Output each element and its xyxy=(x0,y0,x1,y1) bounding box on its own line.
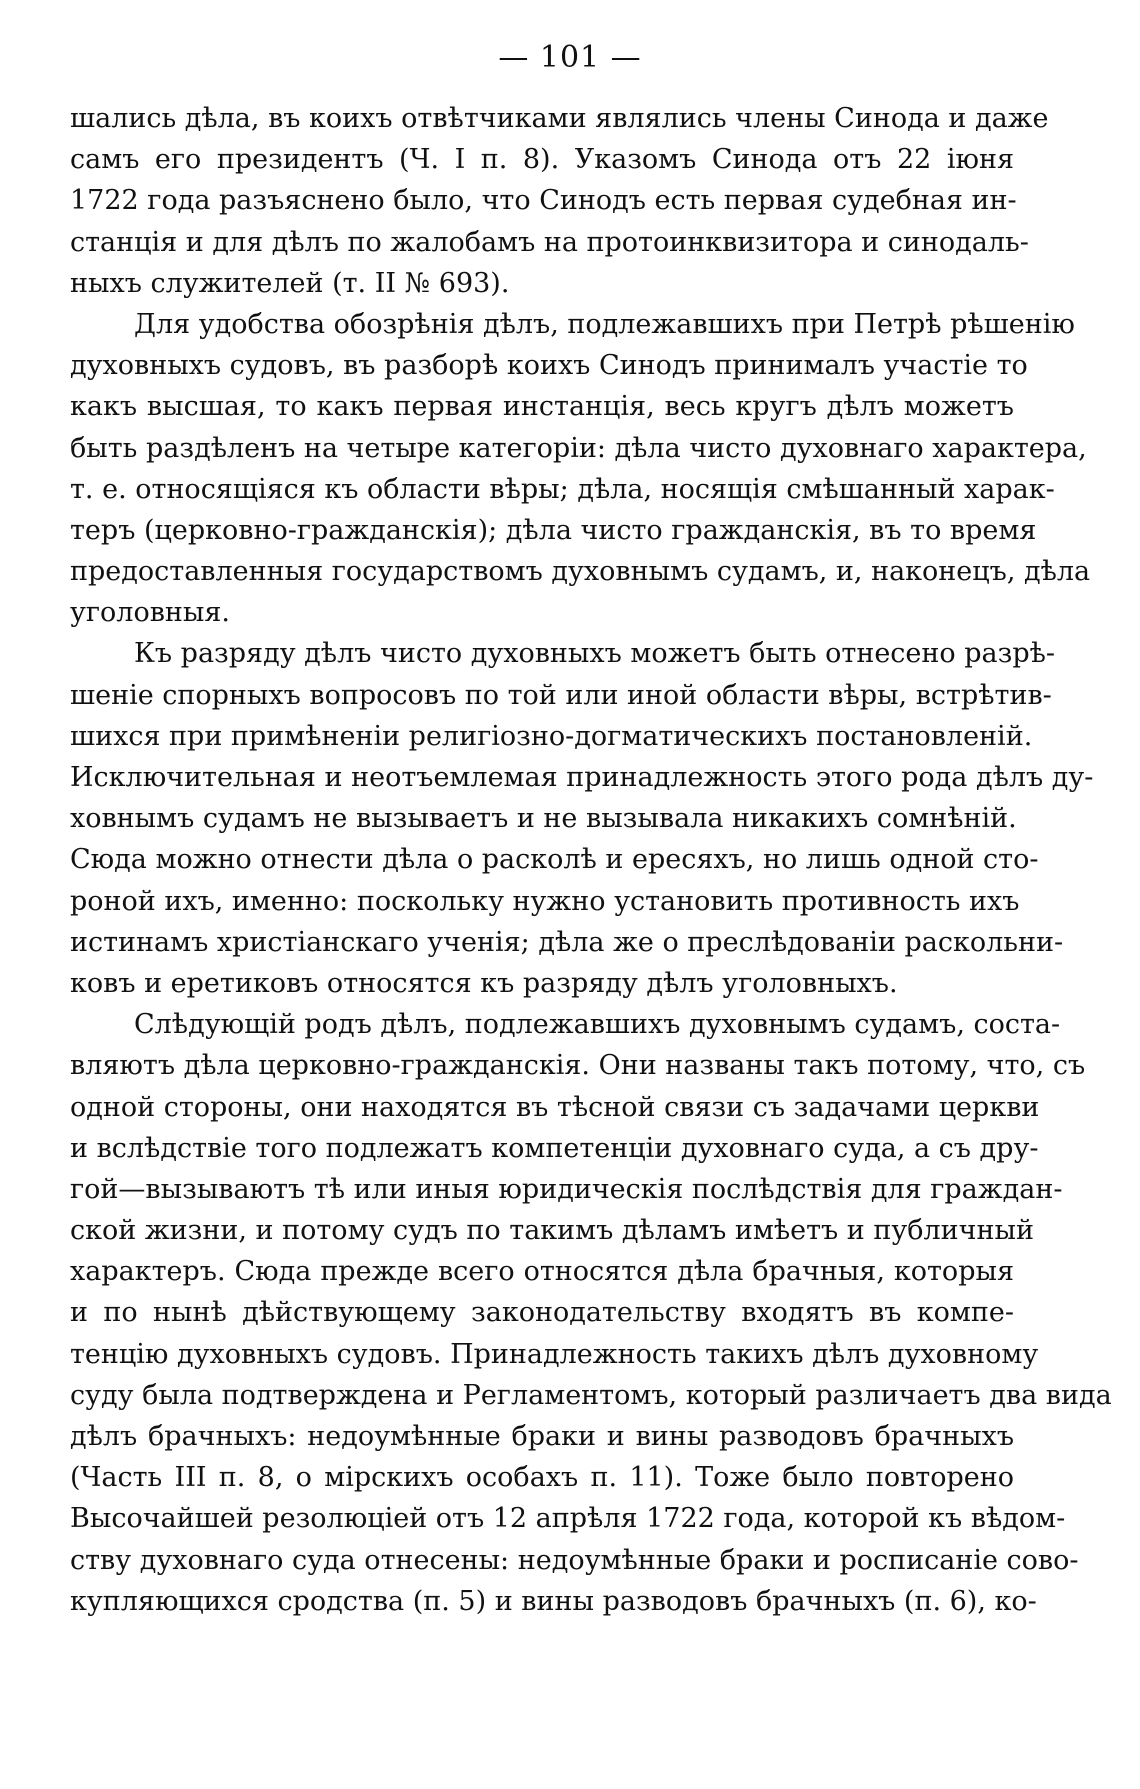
paragraph-3 xyxy=(70,633,1094,1004)
text-line: ныхъ служителей (т. II № 693). xyxy=(70,267,510,299)
text-line: характеръ. Сюда прежде всего относятся дѣла брачныя, которыя xyxy=(70,1256,1014,1288)
text-line: духовныхъ судовъ, въ разборѣ коихъ Синодъ принималъ участіе то xyxy=(70,350,1028,382)
paragraph-4 xyxy=(70,1004,1112,1622)
text-line: ховнымъ судамъ не вызываетъ и не вызывала никакихъ сомнѣній. xyxy=(70,803,1017,835)
text-line: дѣлъ брачныхъ: недоумѣнные браки и вины разводовъ брачныхъ xyxy=(70,1421,1014,1452)
text-line: суду была подтверждена и Регламентомъ, который различаетъ два вида xyxy=(70,1379,1112,1411)
text-line: 1722 года разъяснено было, что Синодъ есть первая судебная ин- xyxy=(70,185,1017,217)
text-line: ской жизни, и потому судъ по такимъ дѣламъ имѣетъ и публичный xyxy=(70,1215,1034,1247)
text-line: ковъ и еретиковъ относятся къ разряду дѣлъ уголовныхъ. xyxy=(70,967,898,999)
text-line: и вслѣдствіе того подлежатъ компетенціи духовнаго суда, а съ дру- xyxy=(70,1132,1039,1164)
paragraph-2 xyxy=(70,304,1091,634)
text-line: шеніе спорныхъ вопросовъ по той или иной области вѣры, встрѣтив- xyxy=(70,679,1052,711)
text-line: уголовныя. xyxy=(70,597,230,629)
text-line: ству духовнаго суда отнесены: недоумѣнные браки и росписаніе сово- xyxy=(70,1544,1079,1576)
text-line: (Часть III п. 8, о мірскихъ особахъ п. 11). Тоже было повторено xyxy=(70,1462,1014,1494)
text-line: Сюда можно отнести дѣла о расколѣ и ересяхъ, но лишь одной сто- xyxy=(70,844,1039,876)
text-line: т. е. относящіяся къ области вѣры; дѣла, носящія смѣшанный харак- xyxy=(70,473,1055,505)
body-text xyxy=(70,98,1112,1622)
text-line: роной ихъ, именно: поскольку нужно установить противность ихъ xyxy=(70,885,1020,917)
text-line: самъ его президентъ (Ч. I п. 8). Указомъ Синода отъ 22 іюня xyxy=(70,144,1014,176)
text-line: Слѣдующій родъ дѣлъ, подлежавшихъ духовнымъ судамъ, соста- xyxy=(134,1009,1061,1041)
text-line: Исключительная и неотъемлемая принадлежность этого рода дѣлъ ду- xyxy=(70,762,1094,793)
text-line: вляютъ дѣла церковно-гражданскія. Они названы такъ потому, что, съ xyxy=(70,1050,1086,1082)
text-line: шались дѣла, въ коихъ отвѣтчиками являлись члены Синода и даже xyxy=(70,103,1049,134)
text-line: одной стороны, они находятся въ тѣсной связи съ задачами церкви xyxy=(70,1091,1040,1123)
text-line: гой—вызываютъ тѣ или иныя юридическія послѣдствія для граждан- xyxy=(70,1173,1063,1205)
page-number: — 101 — xyxy=(498,40,642,75)
text-line: предоставленныя государствомъ духовнымъ судамъ, и, наконецъ, дѣла xyxy=(70,556,1091,588)
text-line: теръ (церковно-гражданскія); дѣла чисто гражданскія, въ то время xyxy=(70,514,1037,546)
text-line: шихся при примѣненіи религіозно-догматическихъ постановленій. xyxy=(70,720,1033,752)
text-line: тенцію духовныхъ судовъ. Принадлежность такихъ дѣлъ духовному xyxy=(70,1338,1039,1370)
paragraph-1 xyxy=(70,98,1049,304)
text-line: какъ высшая, то какъ первая инстанція, весь кругъ дѣлъ можетъ xyxy=(70,391,1014,423)
text-line: быть раздѣленъ на четыре категоріи: дѣла чисто духовнаго характера, xyxy=(70,432,1087,464)
text-line: купляющихся сродства (п. 5) и вины разводовъ брачныхъ (п. 6), ко- xyxy=(70,1585,1037,1617)
text-line: Высочайшей резолюціей отъ 12 апрѣля 1722 года, которой къ вѣдом- xyxy=(70,1503,1066,1535)
text-line: Для удобства обозрѣнія дѣлъ, подлежавшихъ при Петрѣ рѣшенію xyxy=(134,308,1075,340)
text-line: Къ разряду дѣлъ чисто духовныхъ можетъ быть отнесено разрѣ- xyxy=(134,638,1056,670)
text-line: станція и для дѣлъ по жалобамъ на протоинквизитора и синодаль- xyxy=(70,226,1029,258)
text-line: и по нынѣ дѣйствующему законодательству входятъ въ компе- xyxy=(70,1297,1014,1329)
text-line: истинамъ христіанскаго ученія; дѣла же о преслѣдованіи раскольни- xyxy=(70,926,1064,958)
